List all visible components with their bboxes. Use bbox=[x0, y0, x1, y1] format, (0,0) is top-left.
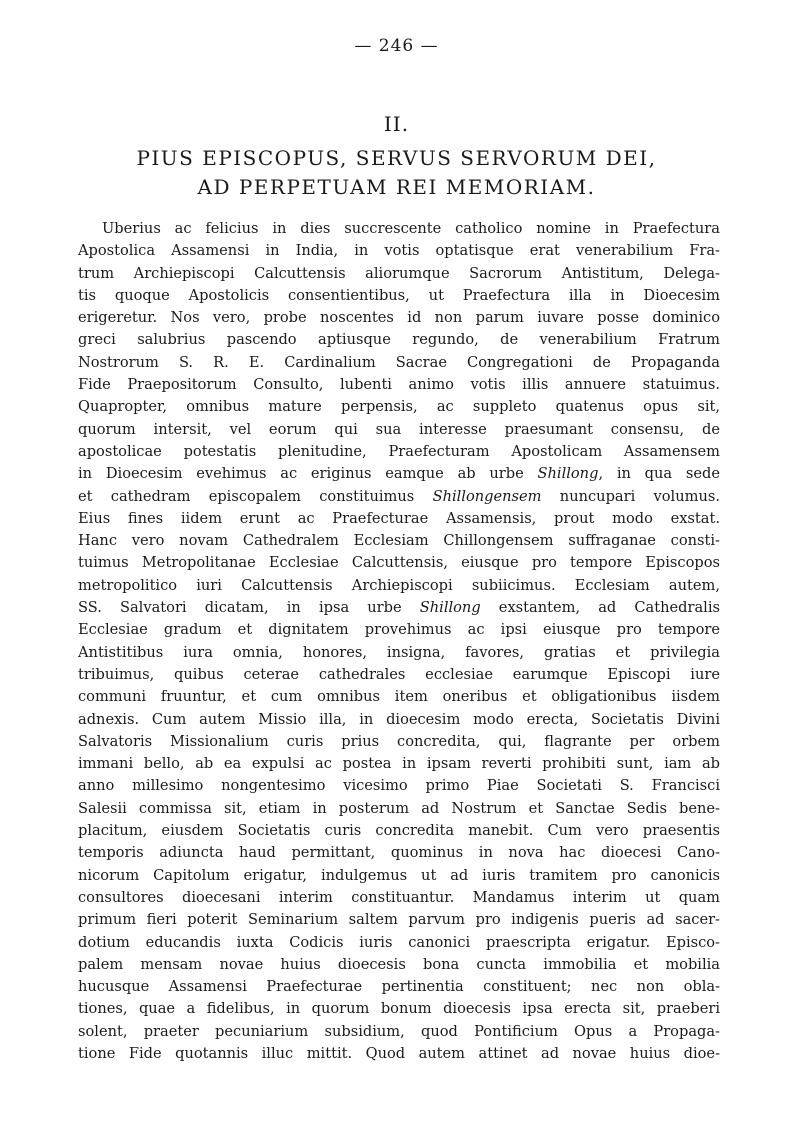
body-line: tiones, quae a fidelibus, in quorum bonum dioecesis ipsa erecta sit, praeberi bbox=[78, 1000, 720, 1018]
body-line: Fide Praepositorum Consulto, lubenti animo votis illis annuere statuimus. bbox=[78, 376, 720, 394]
body-line: tribuimus, quibus ceterae cathedrales ecclesiae earumque Episcopi iure bbox=[78, 665, 720, 683]
body-line: Salesii commissa sit, etiam in posterum ad Nostrum et Sanctae Sedis bene- bbox=[78, 799, 720, 817]
body-line: tis quoque Apostolicis consentientibus, ut Praefectura illa in Dioecesim bbox=[78, 286, 720, 304]
body-line: Salvatoris Missionalium curis prius concredita, qui, flagrante per orbem bbox=[78, 732, 720, 750]
body-line: nicorum Capitolum erigatur, indulgemus ut ad iuris tramitem pro canonicis bbox=[78, 866, 720, 884]
body-line: palem mensam novae huius dioecesis bona cuncta immobilia et mobilia bbox=[78, 955, 720, 973]
body-line: tione Fide quotannis illuc mittit. Quod autem attinet ad novae huius dioe- bbox=[78, 1044, 720, 1062]
body-line: in Dioecesim evehimus ac eriginus eamque ab urbe Shillong, in qua sede bbox=[78, 465, 720, 483]
body-line: et cathedram episcopalem constituimus Shillongensem nuncupari volumus. bbox=[78, 487, 720, 505]
body-text bbox=[78, 218, 720, 1065]
document-heading-line-1: PIUS EPISCOPUS, SERVUS SERVORUM DEI, bbox=[136, 146, 657, 170]
body-line: apostolicae potestatis plenitudine, Praefecturam Apostolicam Assamensem bbox=[78, 442, 720, 460]
body-line: communi fruuntur, et cum omnibus item oneribus et obligationibus iisdem bbox=[78, 688, 720, 706]
body-line: consultores dioecesani interim constituantur. Mandamus interim ut quam bbox=[78, 888, 720, 906]
body-line: Hanc vero novam Cathedralem Ecclesiam Chillongensem suffraganae consti- bbox=[78, 532, 720, 550]
body-line: immani bello, ab ea expulsi ac postea in ipsam reverti prohibiti sunt, iam ab bbox=[78, 755, 720, 773]
body-line: dotium educandis iuxta Codicis iuris canonici praescripta erigatur. Episco- bbox=[78, 933, 720, 951]
body-line: Eius fines iidem erunt ac Praefecturae Assamensis, prout modo exstat. bbox=[78, 509, 720, 527]
body-line: trum Archiepiscopi Calcuttensis aliorumque Sacrorum Antistitum, Delega- bbox=[78, 264, 720, 282]
body-line: tuimus Metropolitanae Ecclesiae Calcuttensis, eiusque pro tempore Episcopos bbox=[78, 554, 720, 572]
body-line: primum fieri poterit Seminarium saltem parvum pro indigenis pueris ad sacer- bbox=[78, 911, 720, 929]
body-line: Quapropter, omnibus mature perpensis, ac suppleto quatenus opus sit, bbox=[78, 398, 720, 416]
body-line: temporis adiuncta haud permittant, quominus in nova hac dioecesi Cano- bbox=[78, 844, 720, 862]
body-line: Nostrorum S. R. E. Cardinalium Sacrae Congregationi de Propaganda bbox=[78, 353, 720, 371]
section-number: II. bbox=[383, 112, 410, 136]
body-line: greci salubrius pascendo aptiusque regundo, de venerabilium Fratrum bbox=[78, 331, 720, 349]
body-line: placitum, eiusdem Societatis curis concredita manebit. Cum vero praesentis bbox=[78, 822, 720, 840]
body-line: metropolitico iuri Calcuttensis Archiepiscopi subiicimus. Ecclesiam autem, bbox=[78, 576, 720, 594]
body-line: Ecclesiae gradum et dignitatem provehimus ac ipsi eiusque pro tempore bbox=[78, 621, 720, 639]
body-line: erigeretur. Nos vero, probe noscentes id non parum iuvare posse dominico bbox=[78, 309, 720, 327]
body-line: Uberius ac felicius in dies succrescente catholico nomine in Praefectura bbox=[102, 220, 720, 237]
body-line: Apostolica Assamensi in India, in votis optatisque erat venerabilium Fra- bbox=[78, 242, 720, 260]
body-line: quorum intersit, vel eorum qui sua interesse praesumant consensu, de bbox=[78, 420, 720, 438]
body-line: anno millesimo nongentesimo vicesimo primo Piae Societati S. Francisci bbox=[78, 777, 720, 795]
body-line: adnexis. Cum autem Missio illa, in dioecesim modo erecta, Societatis Divini bbox=[78, 710, 720, 728]
body-line: SS. Salvatori dicatam, in ipsa urbe Shillong exstantem, ad Cathedralis bbox=[78, 599, 720, 617]
body-line: solent, praeter pecuniarium subsidium, quod Pontificium Opus a Propaga- bbox=[78, 1022, 720, 1040]
body-line: hucusque Assamensi Praefecturae pertinentia constituent; nec non obla- bbox=[78, 978, 720, 996]
document-heading-line-2: AD PERPETUAM REI MEMORIAM. bbox=[197, 175, 596, 199]
body-line: Antistitibus iura omnia, honores, insigna, favores, gratias et privilegia bbox=[78, 643, 720, 661]
page-number: — 246 — bbox=[354, 36, 439, 56]
